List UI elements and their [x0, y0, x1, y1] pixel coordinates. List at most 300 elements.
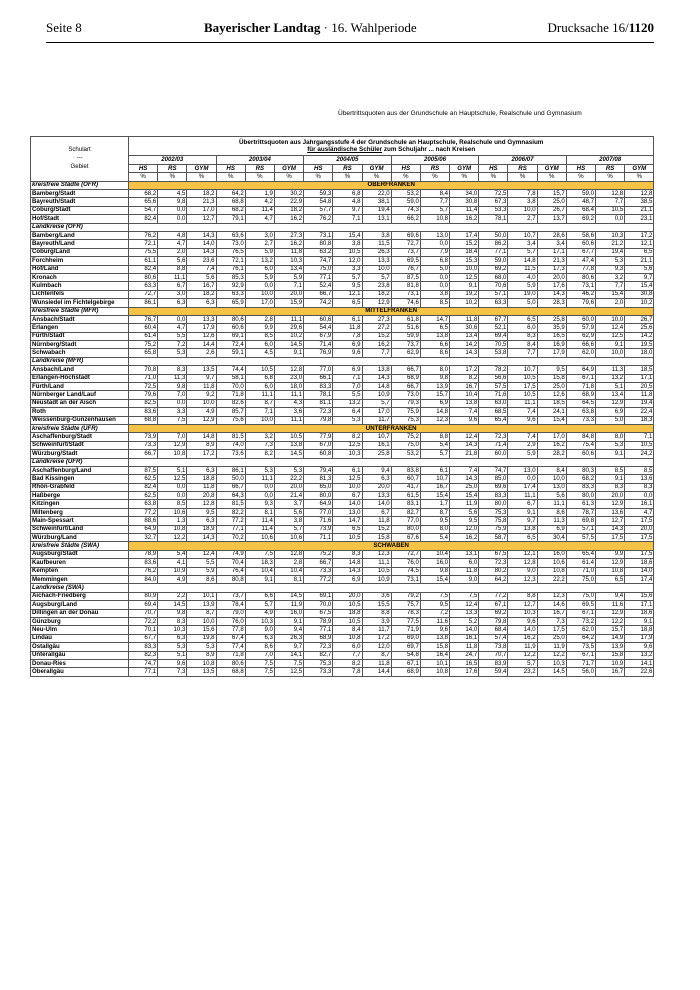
rate-value: 2,0: [596, 299, 625, 307]
rate-value: 20,5: [625, 383, 654, 391]
rate-value: 10,1: [420, 659, 449, 667]
rate-value: 10,9: [158, 567, 187, 575]
rate-value: 80,0: [566, 492, 595, 500]
table-row: [31, 231, 654, 239]
rate-value: 17,0: [537, 433, 566, 441]
rate-value: 9,8: [420, 567, 449, 575]
area-name: Schwabach: [31, 349, 129, 357]
area-name: Memmingen: [31, 576, 129, 584]
rate-value: 14,3: [450, 349, 479, 357]
area-name: Aichach-Friedberg: [31, 592, 129, 600]
rate-value: 9,1: [596, 475, 625, 483]
table-row: [31, 332, 654, 340]
rate-value: 17,5: [625, 550, 654, 558]
rate-value: 8,2: [333, 433, 362, 441]
rate-value: 5,1: [158, 651, 187, 659]
rate-value: 11,3: [158, 374, 187, 382]
rate-value: 16,7: [450, 383, 479, 391]
rate-value: 60,8: [304, 450, 333, 458]
rate-value: 10,5: [362, 567, 391, 575]
rate-value: 75,7: [391, 601, 420, 609]
rate-value: 0,0: [158, 215, 187, 223]
rate-value: 72,1: [216, 257, 245, 265]
table-row: [31, 609, 654, 617]
rate-value: 12,8: [274, 550, 303, 558]
rate-value: 71,8: [566, 383, 595, 391]
rate-value: 68,4: [479, 626, 508, 634]
rate-value: 0,0: [158, 315, 187, 323]
rate-value: 10,4: [450, 391, 479, 399]
rate-value: 72,1: [129, 240, 158, 248]
rate-value: 22,6: [625, 668, 654, 676]
rate-value: 5,3: [158, 643, 187, 651]
rate-value: 82,4: [129, 483, 158, 491]
rate-value: 13,8: [420, 634, 449, 642]
rate-value: 83,3: [304, 383, 333, 391]
rate-value: 85,3: [216, 273, 245, 281]
rate-value: 63,3: [479, 299, 508, 307]
rate-value: 20,0: [537, 273, 566, 281]
rate-value: 6,4: [333, 408, 362, 416]
rate-value: 5,3: [274, 466, 303, 474]
rate-value: 12,2: [537, 651, 566, 659]
rate-value: 82,5: [129, 399, 158, 407]
rate-value: 48,7: [566, 198, 595, 206]
rate-value: 6,6: [420, 341, 449, 349]
rate-value: 80,2: [479, 567, 508, 575]
header-rule: [46, 42, 654, 43]
rate-value: 29,6: [274, 324, 303, 332]
rate-value: 17,0: [187, 206, 216, 214]
rate-value: 7,1: [333, 374, 362, 382]
rate-value: 72,7: [391, 240, 420, 248]
rate-value: 85,0: [479, 475, 508, 483]
rate-value: 59,9: [391, 332, 420, 340]
rate-value: 22,4: [625, 408, 654, 416]
rate-value: 12,1: [333, 290, 362, 298]
rate-value: 77,0: [391, 517, 420, 525]
rate-value: 73,3: [129, 441, 158, 449]
rate-value: 80,6: [216, 659, 245, 667]
rate-value: 10,0: [187, 399, 216, 407]
rate-value: 17,2: [625, 231, 654, 239]
rate-value: 12,8: [625, 190, 654, 198]
rate-value: 57,9: [566, 324, 595, 332]
school-type-header: HS: [129, 164, 158, 172]
rate-value: 20,0: [274, 483, 303, 491]
rate-value: 69,7: [391, 643, 420, 651]
rate-value: 5,9: [245, 273, 274, 281]
table-row: [31, 617, 654, 625]
rate-value: 11,8: [450, 315, 479, 323]
area-name: Oberallgäu: [31, 668, 129, 676]
rate-value: 6,3: [158, 634, 187, 642]
rate-value: 6,8: [333, 190, 362, 198]
rate-value: 23,0: [274, 374, 303, 382]
rate-value: 3,3: [158, 408, 187, 416]
rate-value: 12,0: [333, 257, 362, 265]
rate-value: 87,5: [129, 466, 158, 474]
rate-value: 11,7: [362, 416, 391, 424]
rate-value: 5,6: [158, 257, 187, 265]
table-row: [31, 240, 654, 248]
rate-value: 6,9: [333, 366, 362, 374]
rate-value: 17,2: [450, 366, 479, 374]
area-name: Donau-Ries: [31, 659, 129, 667]
rate-value: 7,7: [333, 651, 362, 659]
rate-value: 11,1: [245, 475, 274, 483]
rate-value: 14,3: [187, 534, 216, 542]
table-row: [31, 399, 654, 407]
rate-value: 13,8: [420, 332, 449, 340]
rate-value: 4,8: [333, 198, 362, 206]
unit-header: %: [274, 173, 303, 181]
rate-value: 59,0: [479, 257, 508, 265]
rate-value: 8,3: [596, 483, 625, 491]
rate-value: 4,0: [508, 273, 537, 281]
rate-value: 53,2: [391, 450, 420, 458]
rate-value: 50,0: [216, 475, 245, 483]
rate-value: 82,2: [216, 508, 245, 516]
rate-value: 76,7: [129, 315, 158, 323]
rate-value: 16,5: [537, 332, 566, 340]
rate-value: 10,4: [420, 550, 449, 558]
rate-value: 3,4: [537, 240, 566, 248]
rate-value: 6,9: [596, 408, 625, 416]
rate-value: 7,7: [362, 349, 391, 357]
rate-value: 15,5: [362, 601, 391, 609]
rate-value: 18,6: [625, 609, 654, 617]
school-type-header: GYM: [450, 164, 479, 172]
rate-value: 4,7: [625, 508, 654, 516]
rate-value: 75,0: [391, 441, 420, 449]
rate-value: 12,7: [508, 601, 537, 609]
rate-value: 70,7: [479, 651, 508, 659]
rate-value: 5,5: [187, 559, 216, 567]
rate-value: 3,2: [596, 273, 625, 281]
rate-value: 73,9: [304, 525, 333, 533]
rate-value: 18,2: [187, 290, 216, 298]
rate-value: 12,9: [596, 609, 625, 617]
rate-value: 13,9: [596, 643, 625, 651]
unit-header: %: [625, 173, 654, 181]
unit-header: %: [304, 173, 333, 181]
rate-value: 10,0: [245, 290, 274, 298]
rate-value: 80,6: [216, 315, 245, 323]
rate-value: 79,4: [304, 466, 333, 474]
category-label: Landkreise (UFR): [31, 458, 129, 466]
rate-value: 74,0: [216, 441, 245, 449]
category-spacer: [129, 458, 654, 466]
rate-value: 3,3: [333, 265, 362, 273]
rate-value: 7,2: [158, 341, 187, 349]
rate-value: 13,2: [625, 651, 654, 659]
rate-value: 17,1: [537, 248, 566, 256]
rate-value: 77,4: [216, 643, 245, 651]
rate-value: 16,1: [362, 441, 391, 449]
rate-value: 18,8: [187, 475, 216, 483]
rate-value: 60,4: [129, 324, 158, 332]
rate-value: 79,2: [391, 592, 420, 600]
table-row: [31, 592, 654, 600]
category-row: [31, 181, 654, 189]
rate-value: 8,5: [625, 466, 654, 474]
rate-value: 67,1: [391, 659, 420, 667]
rate-value: 13,7: [537, 215, 566, 223]
rate-value: 76,0: [216, 617, 245, 625]
rate-value: 30,8: [450, 198, 479, 206]
rate-value: 9,6: [420, 626, 449, 634]
rate-value: 77,8: [216, 626, 245, 634]
rate-value: 11,8: [362, 659, 391, 667]
rate-value: 12,4: [450, 601, 479, 609]
rate-value: 0,0: [625, 492, 654, 500]
rate-value: 21,1: [625, 257, 654, 265]
rate-value: 7,7: [420, 198, 449, 206]
rate-value: 25,0: [537, 383, 566, 391]
rate-value: 12,7: [596, 517, 625, 525]
rate-value: 10,2: [450, 299, 479, 307]
rate-value: 10,5: [333, 534, 362, 542]
rate-value: 70,2: [216, 534, 245, 542]
rate-value: 9,0: [245, 626, 274, 634]
area-name: Miltenberg: [31, 508, 129, 516]
rate-value: 13,3: [362, 257, 391, 265]
rate-value: 73,7: [391, 248, 420, 256]
rate-value: 10,8: [596, 567, 625, 575]
rate-value: 59,3: [304, 190, 333, 198]
rate-value: 9,1: [596, 450, 625, 458]
rate-value: 68,0: [479, 273, 508, 281]
rate-value: 75,3: [391, 416, 420, 424]
rate-value: 70,4: [216, 559, 245, 567]
rate-value: 74,7: [479, 466, 508, 474]
rate-value: 3,4: [508, 240, 537, 248]
rate-value: 66,7: [216, 483, 245, 491]
rate-value: 17,6: [450, 668, 479, 676]
rate-value: 10,8: [158, 450, 187, 458]
rate-value: 8,8: [508, 592, 537, 600]
rate-value: 11,1: [537, 500, 566, 508]
rate-value: 16,1: [625, 500, 654, 508]
rate-value: 66,1: [304, 374, 333, 382]
rate-value: 11,1: [245, 391, 274, 399]
rate-value: 14,5: [537, 668, 566, 676]
rate-value: 77,0: [304, 366, 333, 374]
rate-value: 16,7: [537, 609, 566, 617]
rate-value: 25,6: [625, 324, 654, 332]
rate-value: 26,3: [274, 634, 303, 642]
rate-value: 14,3: [450, 441, 479, 449]
rate-value: 23,2: [508, 668, 537, 676]
area-name: Schweinfurt/Land: [31, 525, 129, 533]
rate-value: 28,6: [537, 231, 566, 239]
rate-value: 17,3: [537, 265, 566, 273]
region-band: OBERFRANKEN: [129, 181, 654, 189]
unit-header: %: [333, 173, 362, 181]
rate-value: 75,3: [304, 659, 333, 667]
rate-value: 73,7: [391, 341, 420, 349]
rate-value: 12,9: [596, 399, 625, 407]
rate-value: 59,4: [479, 668, 508, 676]
rate-value: 6,9: [333, 576, 362, 584]
rate-value: 64,5: [566, 399, 595, 407]
rate-value: 5,1: [596, 383, 625, 391]
rate-value: 74,6: [391, 299, 420, 307]
rate-value: 11,3: [596, 366, 625, 374]
rate-value: 2,8: [274, 559, 303, 567]
rate-value: 10,8: [420, 215, 449, 223]
rate-value: 1,3: [158, 517, 187, 525]
rate-value: 11,1: [508, 492, 537, 500]
rate-value: 73,6: [216, 450, 245, 458]
school-type-header: RS: [508, 164, 537, 172]
rate-value: 9,5: [187, 508, 216, 516]
rate-value: 16,2: [274, 215, 303, 223]
rate-value: 14,0: [187, 240, 216, 248]
rate-value: 67,1: [566, 609, 595, 617]
rate-value: 12,9: [187, 416, 216, 424]
rate-value: 13,5: [187, 668, 216, 676]
rate-value: 13,2: [245, 257, 274, 265]
rate-value: 76,2: [304, 215, 333, 223]
rate-value: 8,1: [245, 508, 274, 516]
table-row: [31, 651, 654, 659]
rate-value: 69,2: [566, 215, 595, 223]
rate-value: 16,0: [420, 559, 449, 567]
rate-value: 10,3: [537, 659, 566, 667]
rate-value: 5,0: [596, 416, 625, 424]
rate-value: 14,0: [362, 500, 391, 508]
rate-value: 13,9: [187, 601, 216, 609]
rate-value: 32,7: [129, 534, 158, 542]
rate-value: 75,9: [391, 408, 420, 416]
rate-value: 63,6: [216, 231, 245, 239]
rate-value: 62,5: [129, 475, 158, 483]
rate-value: 17,4: [625, 576, 654, 584]
rate-value: 8,4: [420, 190, 449, 198]
rate-value: 66,7: [391, 383, 420, 391]
rate-value: 12,9: [596, 559, 625, 567]
rate-value: 10,8: [158, 525, 187, 533]
rate-value: 68,8: [216, 668, 245, 676]
rate-value: 11,1: [362, 559, 391, 567]
rate-value: 5,4: [158, 550, 187, 558]
rate-value: 7,8: [333, 668, 362, 676]
rate-value: 71,4: [304, 341, 333, 349]
rate-value: 86,1: [129, 299, 158, 307]
rate-value: 85,7: [216, 408, 245, 416]
rate-value: 34,0: [450, 190, 479, 198]
school-type-header: HS: [216, 164, 245, 172]
rate-value: 72,3: [479, 433, 508, 441]
rate-value: 15,8: [537, 374, 566, 382]
rate-value: 79,8: [479, 617, 508, 625]
rate-value: 15,2: [362, 332, 391, 340]
rate-value: 11,7: [362, 626, 391, 634]
rate-value: 13,9: [420, 383, 449, 391]
rate-value: 9,0: [508, 567, 537, 575]
rate-value: 80,3: [566, 466, 595, 474]
area-name: Forchheim: [31, 257, 129, 265]
rate-value: 77,2: [129, 508, 158, 516]
rate-value: 23,8: [362, 282, 391, 290]
rate-value: 70,1: [129, 626, 158, 634]
rate-value: 64,9: [566, 366, 595, 374]
rate-value: 14,5: [274, 450, 303, 458]
rate-value: 3,8: [362, 231, 391, 239]
rate-value: 11,1: [274, 315, 303, 323]
rate-value: 86,1: [216, 466, 245, 474]
rate-value: 7,1: [625, 433, 654, 441]
rate-value: 5,3: [187, 643, 216, 651]
rate-value: 2,0: [158, 248, 187, 256]
rate-value: 9,7: [187, 374, 216, 382]
rate-value: 8,4: [333, 626, 362, 634]
rate-value: 18,2: [187, 190, 216, 198]
rate-value: 35,9: [537, 324, 566, 332]
rate-value: 4,2: [245, 198, 274, 206]
area-name: Roth: [31, 408, 129, 416]
rate-value: 30,8: [625, 290, 654, 298]
rate-value: 10,0: [362, 265, 391, 273]
rate-value: 14,0: [333, 500, 362, 508]
rate-value: 0,0: [158, 206, 187, 214]
area-name: Bayreuth/Stadt: [31, 198, 129, 206]
rate-value: 11,8: [450, 567, 479, 575]
rate-value: 71,6: [479, 391, 508, 399]
unit-header: %: [216, 173, 245, 181]
table-row: [31, 634, 654, 642]
rate-value: 11,4: [245, 206, 274, 214]
rate-value: 11,8: [333, 324, 362, 332]
area-name: Lichtenfels: [31, 290, 129, 298]
area-name: Bad Kissingen: [31, 475, 129, 483]
rate-value: 12,5: [596, 332, 625, 340]
rate-value: 73,0: [216, 240, 245, 248]
area-name: Nürnberger Land/Lauf: [31, 391, 129, 399]
rate-value: 14,3: [596, 525, 625, 533]
rate-value: 71,4: [479, 441, 508, 449]
area-name: Kaufbeuren: [31, 559, 129, 567]
rate-value: 62,0: [566, 349, 595, 357]
rate-value: 64,9: [304, 500, 333, 508]
rate-value: 83,6: [129, 559, 158, 567]
rate-value: 6,1: [333, 315, 362, 323]
rate-value: 52,1: [479, 324, 508, 332]
rate-value: 17,5: [537, 626, 566, 634]
rate-value: 2,9: [508, 441, 537, 449]
rate-value: 7,5: [450, 592, 479, 600]
rate-value: 10,0: [596, 349, 625, 357]
school-type-header: HS: [304, 164, 333, 172]
rate-value: 69,2: [479, 609, 508, 617]
rate-value: 27,3: [362, 315, 391, 323]
table-row: [31, 324, 654, 332]
rate-value: 6,7: [508, 500, 537, 508]
rate-value: 28,3: [537, 299, 566, 307]
rate-value: 13,4: [596, 391, 625, 399]
rate-value: 66,6: [566, 341, 595, 349]
rate-value: 9,1: [508, 508, 537, 516]
rate-value: 80,8: [304, 240, 333, 248]
table-row: [31, 198, 654, 206]
rate-value: 5,9: [245, 248, 274, 256]
rate-value: 72,3: [304, 643, 333, 651]
rate-value: 17,1: [625, 601, 654, 609]
unit-header: %: [129, 173, 158, 181]
rate-value: 10,8: [420, 668, 449, 676]
